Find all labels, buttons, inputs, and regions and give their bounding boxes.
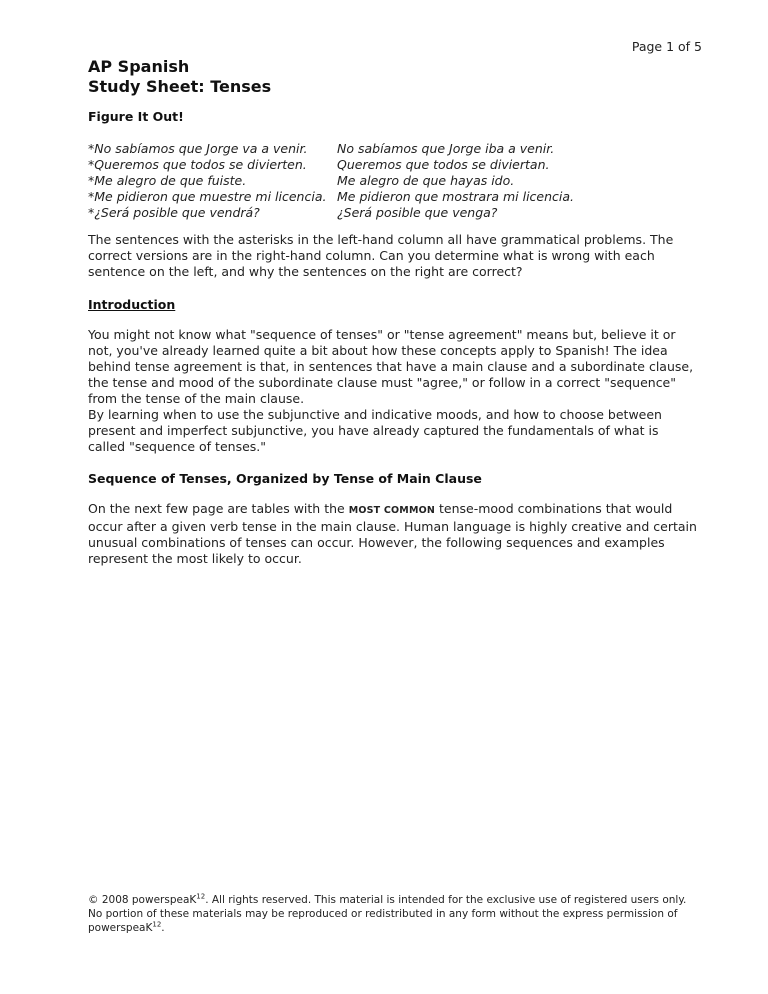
sequence-text-before: On the next few page are tables with the — [88, 501, 349, 516]
sequence-intro-paragraph — [88, 501, 698, 567]
copyright-superscript: 12 — [196, 892, 206, 901]
figure-it-out-explanation: The sentences with the asterisks in the left-hand column all have grammatical problems. The correct versions are in the right-hand column. Can you determine what is wrong with each sentence on the left, and why the sentences on the right are correct? — [88, 232, 674, 279]
sequence-text-after: tense-mood combinations that would occur after a given verb tense in the main clause. Human language is highly creative and certain unusual combinations of tenses can occur. However, the following sequences and examples represent the most likely to occur. — [88, 501, 697, 566]
heading-introduction: Introduction — [88, 297, 176, 312]
correct-sentence: Me alegro de que hayas ido. — [337, 173, 515, 188]
introduction-paragraph-2: By learning when to use the subjunctive and indicative moods, and how to choose between present and imperfect subjunctive, you have already captured the fundamentals of what is called "sequence of tenses." — [88, 407, 662, 454]
correct-sentences-list — [337, 141, 688, 221]
title-subject: Study Sheet: Tenses — [88, 77, 272, 96]
heading-figure-it-out: Figure It Out! — [88, 109, 184, 124]
correct-sentence: Me pidieron que mostrara mi licencia. — [337, 189, 574, 204]
title-course: AP Spanish — [88, 57, 190, 76]
document-title — [88, 57, 271, 97]
copyright-suffix: . — [161, 922, 165, 934]
copyright-body: . All rights reserved. This material is intended for the exclusive use of registered users only. No portion of these materials may be reproduced or redistributed in any form without the express permission of powerspeaK — [88, 894, 687, 934]
incorrect-sentence: *¿Será posible que vendrá? — [88, 205, 260, 220]
copyright-footer — [88, 893, 698, 935]
page-number: Page 1 of 5 — [631, 39, 702, 54]
incorrect-sentence: *No sabíamos que Jorge va a venir. — [88, 141, 308, 156]
incorrect-sentences-list — [88, 141, 337, 221]
heading-sequence-of-tenses: Sequence of Tenses, Organized by Tense of Main Clause — [88, 471, 482, 486]
incorrect-sentence: *Queremos que todos se divierten. — [88, 157, 307, 172]
copyright-prefix: © 2008 powerspeaK — [88, 894, 197, 906]
incorrect-sentence: *Me pidieron que muestre mi licencia. — [88, 189, 327, 204]
copyright-superscript-end: 12 — [152, 920, 162, 929]
correct-sentence: Queremos que todos se diviertan. — [337, 157, 550, 172]
introduction-paragraph-1: You might not know what "sequence of tenses" or "tense agreement" means but, believe it or not, you've already learned quite a bit about how these concepts apply to Spanish! The idea behind tense agreement is that, in sentences that have a main clause and a subordinate clause, the tense and mood of the subordinate clause must "agree," or follow in a correct "sequence" from the tense of the main clause. — [88, 327, 694, 406]
example-sentences — [88, 141, 688, 221]
emphasis-most-common: MOST COMMON — [348, 505, 436, 516]
correct-sentence: ¿Será posible que venga? — [337, 205, 498, 220]
correct-sentence: No sabíamos que Jorge iba a venir. — [337, 141, 555, 156]
incorrect-sentence: *Me alegro de que fuiste. — [88, 173, 247, 188]
